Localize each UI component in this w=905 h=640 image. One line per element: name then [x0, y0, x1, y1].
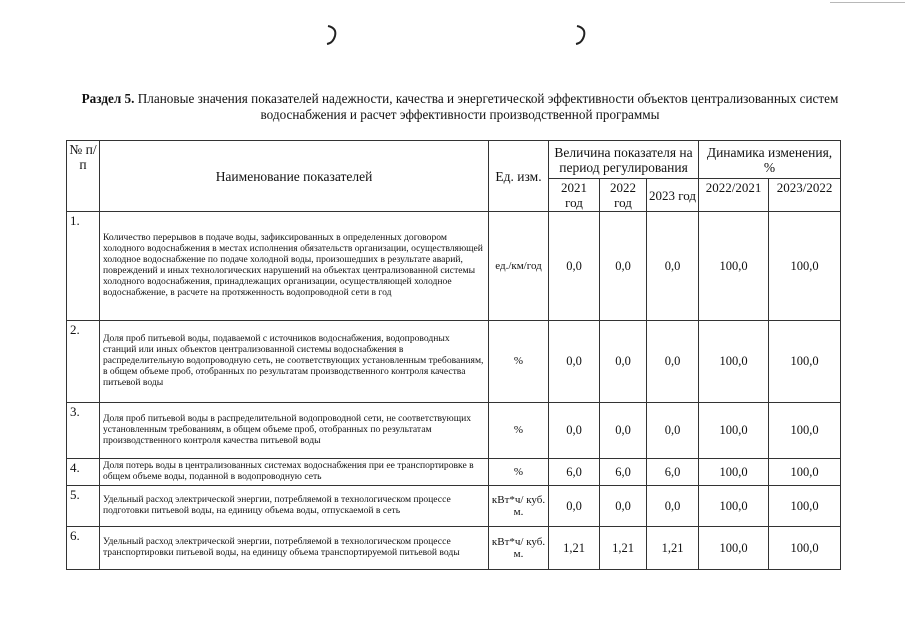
- row-unit: %: [489, 321, 549, 403]
- row-dyn-2023-2022: 100,0: [769, 212, 841, 321]
- row-unit: ед./км/год: [489, 212, 549, 321]
- row-dyn-2022-2021: 100,0: [699, 527, 769, 570]
- header-dyn-2023-2022: 2023/2022: [769, 179, 841, 212]
- section-number: Раздел 5.: [81, 91, 135, 106]
- header-year-2023: 2023 год: [647, 179, 699, 212]
- edge-line: [830, 2, 905, 3]
- row-name: Удельный расход электрической энергии, потребляемой в технологическом процессе подготовки питьевой воды, на единицу объема воды, отпускаемой в сеть: [100, 486, 489, 527]
- section-title: Плановые значения показателей надежности, качества и энергетической эффективности объектов централизованных систем водоснабжения и расчет эффективности производственной программы: [137, 91, 839, 122]
- header-dyn-2022-2021: 2022/2021: [699, 179, 769, 212]
- row-unit: кВт*ч/ куб. м.: [489, 527, 549, 570]
- row-name: Доля потерь воды в централизованных системах водоснабжения при ее транспортировке в общем объеме воды, поданной в водопроводную сеть: [100, 459, 489, 486]
- row-value-2022: 1,21: [600, 527, 647, 570]
- table-row: [67, 212, 841, 321]
- row-dyn-2023-2022: 100,0: [769, 459, 841, 486]
- row-dyn-2023-2022: 100,0: [769, 321, 841, 403]
- row-name: Доля проб питьевой воды в распределительной водопроводной сети, не соответствующих установленным требованиям, в общем объеме проб, отобранных по результатам производственного контроля качества питьевой воды: [100, 403, 489, 459]
- row-number: 1.: [67, 212, 100, 321]
- header-year-2022: 2022 год: [600, 179, 647, 212]
- row-value-2021: 0,0: [549, 321, 600, 403]
- table-row: [67, 527, 841, 570]
- header-year-2021: 2021 год: [549, 179, 600, 212]
- row-number: 2.: [67, 321, 100, 403]
- row-value-2022: 0,0: [600, 321, 647, 403]
- row-value-2022: 0,0: [600, 403, 647, 459]
- row-number: 6.: [67, 527, 100, 570]
- row-number: 5.: [67, 486, 100, 527]
- header-num: № п/п: [67, 141, 100, 212]
- indicators-table: [66, 140, 841, 570]
- row-value-2023: 0,0: [647, 321, 699, 403]
- section-heading: [80, 91, 840, 123]
- row-dyn-2022-2021: 100,0: [699, 459, 769, 486]
- binding-hole-mark-right: [575, 24, 587, 46]
- row-number: 4.: [67, 459, 100, 486]
- row-number: 3.: [67, 403, 100, 459]
- header-row-1: [67, 141, 841, 179]
- binding-hole-mark-left: [326, 24, 338, 46]
- row-value-2021: 6,0: [549, 459, 600, 486]
- row-value-2023: 0,0: [647, 212, 699, 321]
- row-dyn-2022-2021: 100,0: [699, 403, 769, 459]
- row-name: Удельный расход электрической энергии, потребляемой в технологическом процессе транспортировки питьевой воды, на единицу объема транспортируемой питьевой воды: [100, 527, 489, 570]
- header-name: Наименование показателей: [100, 141, 489, 212]
- row-name: Доля проб питьевой воды, подаваемой с источников водоснабжения, водопроводных станций или иных объектов централизованной системы водоснабжения в распределительную водопроводную сеть, не соответствующих установленным требованиям, в общем объеме проб, отобранных по результатам производственного контроля качества питьевой воды: [100, 321, 489, 403]
- row-unit: кВт*ч/ куб. м.: [489, 486, 549, 527]
- row-dyn-2023-2022: 100,0: [769, 403, 841, 459]
- row-value-2022: 6,0: [600, 459, 647, 486]
- header-plan-group: Величина показателя на период регулирования: [549, 141, 699, 179]
- row-value-2022: 0,0: [600, 486, 647, 527]
- row-value-2023: 0,0: [647, 486, 699, 527]
- row-value-2023: 0,0: [647, 403, 699, 459]
- row-value-2023: 1,21: [647, 527, 699, 570]
- table-row: [67, 459, 841, 486]
- table-row: [67, 403, 841, 459]
- row-value-2021: 0,0: [549, 403, 600, 459]
- row-unit: %: [489, 459, 549, 486]
- header-dynamics-group: Динамика изменения, %: [699, 141, 841, 179]
- row-value-2021: 0,0: [549, 486, 600, 527]
- row-unit: %: [489, 403, 549, 459]
- table-row: [67, 486, 841, 527]
- row-dyn-2022-2021: 100,0: [699, 486, 769, 527]
- row-dyn-2023-2022: 100,0: [769, 486, 841, 527]
- row-dyn-2022-2021: 100,0: [699, 212, 769, 321]
- row-name: Количество перерывов в подаче воды, зафиксированных в определенных договором холодного водоснабжения в местах исполнения обязательств организации, осуществляющей холодное водоснабжение по подаче холодной воды, произошедших в результате аварий, повреждений и иных технологических нарушений на объектах централизованной системы холодного водоснабжения, принадлежащих организации, осуществляющей холодное водоснабжение, в расчете на протяженность водопроводной сети в год: [100, 212, 489, 321]
- row-value-2021: 0,0: [549, 212, 600, 321]
- header-unit: Ед. изм.: [489, 141, 549, 212]
- table-row: [67, 321, 841, 403]
- row-value-2023: 6,0: [647, 459, 699, 486]
- row-dyn-2023-2022: 100,0: [769, 527, 841, 570]
- row-value-2021: 1,21: [549, 527, 600, 570]
- row-value-2022: 0,0: [600, 212, 647, 321]
- row-dyn-2022-2021: 100,0: [699, 321, 769, 403]
